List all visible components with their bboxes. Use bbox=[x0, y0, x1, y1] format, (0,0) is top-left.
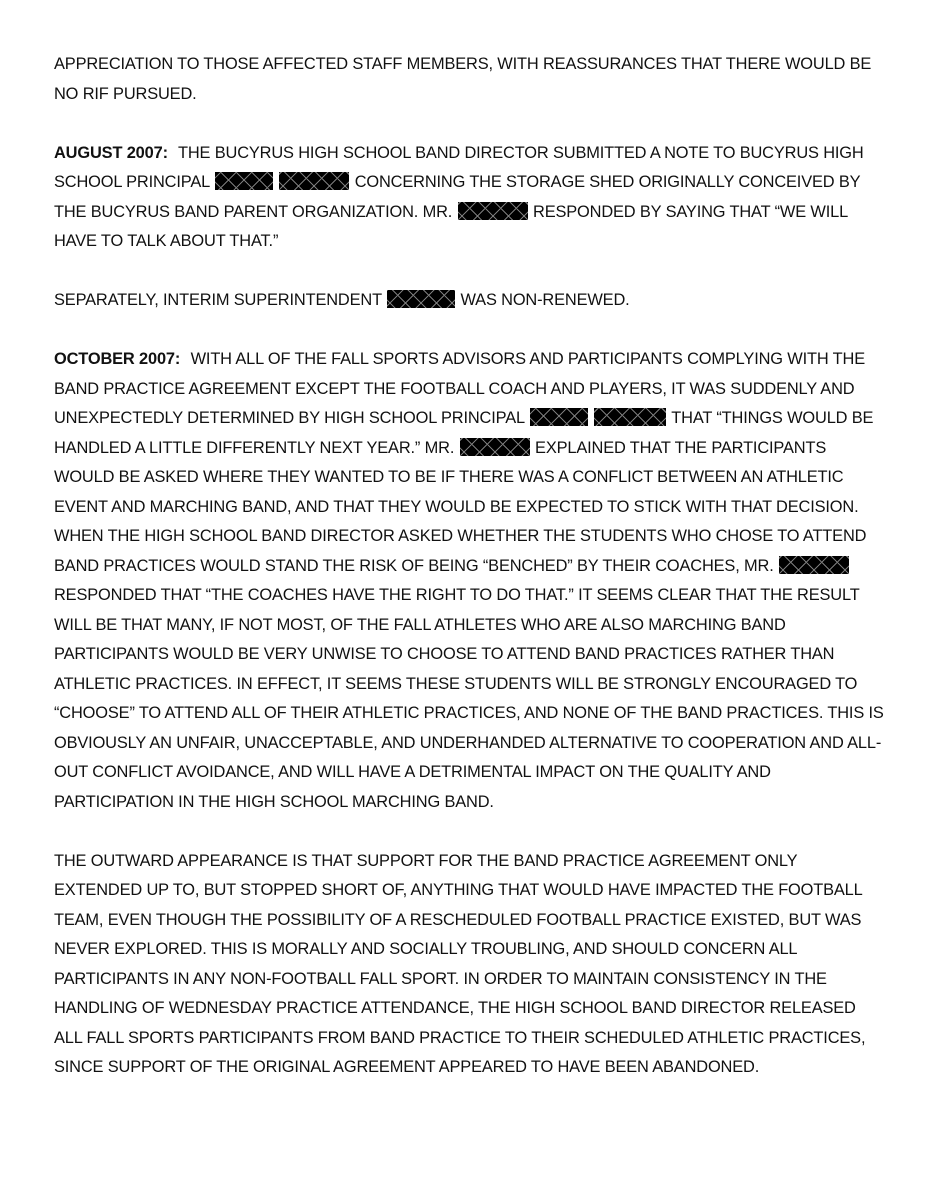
paragraph-text: SEPARATELY, INTERIM SUPERINTENDENT bbox=[54, 291, 382, 309]
redacted-name bbox=[594, 408, 666, 426]
paragraph-text: THE OUTWARD APPEARANCE IS THAT SUPPORT FOR THE BAND PRACTICE AGREEMENT ONLY EXTENDED UP TO, BUT STOPPED SHORT OF, ANYTHING THAT WOULD HAVE IMPACTED THE FOOTBALL TEAM, EVEN THOUGH THE POSSIBILITY OF A RESCHEDULED FOOTBALL PRACTICE EXISTED, BUT WAS NEVER EXPLORED. THIS IS MORALLY AND SOCIALLY TROUBLING, AND SHOULD CONCERN ALL PARTICIPANTS IN ANY NON-FOOTBALL FALL SPORT. IN ORDER TO MAINTAIN CONSISTENCY IN THE HANDLING OF WEDNESDAY PRACTICE ATTENDANCE, THE HIGH SCHOOL BAND DIRECTOR RELEASED ALL FALL SPORTS PARTICIPANTS FROM BAND PRACTICE TO THEIR SCHEDULED ATHLETIC PRACTICES, SINCE SUPPORT OF THE ORIGINAL AGREEMENT APPEARED TO HAVE BEEN ABANDONED. bbox=[54, 851, 866, 1076]
paragraph-non-renewal bbox=[54, 286, 884, 316]
paragraph-continuation bbox=[54, 50, 884, 109]
date-label: AUGUST 2007: bbox=[54, 143, 168, 162]
paragraph-text: THE BUCYRUS HIGH SCHOOL BAND DIRECTOR SUBMITTED A NOTE TO BUCYRUS HIGH SCHOOL PRINCIPAL bbox=[54, 143, 864, 191]
paragraph-text: THAT “THINGS WOULD BE HANDLED A LITTLE DIFFERENTLY NEXT YEAR.” MR. bbox=[54, 409, 874, 457]
redacted-name bbox=[279, 172, 349, 190]
redacted-name bbox=[530, 408, 588, 426]
paragraph-text: RESPONDED THAT “THE COACHES HAVE THE RIGHT TO DO THAT.” IT SEEMS CLEAR THAT THE RESULT WILL BE THAT MANY, IF NOT MOST, OF THE FALL ATHLETES WHO ARE ALSO MARCHING BAND PARTICIPANTS WOULD BE VERY UNWISE TO CHOOSE TO ATTEND BAND PRACTICES RATHER THAN ATHLETIC PRACTICES. IN EFFECT, IT SEEMS THESE STUDENTS WILL BE STRONGLY ENCOURAGED TO “CHOOSE” TO ATTEND ALL OF THEIR ATHLETIC PRACTICES, AND NONE OF THE BAND PRACTICES. THIS IS OBVIOUSLY AN UNFAIR, UNACCEPTABLE, AND UNDERHANDED ALTERNATIVE TO COOPERATION AND ALL-OUT CONFLICT AVOIDANCE, AND WILL HAVE A DETRIMENTAL IMPACT ON THE QUALITY AND PARTICIPATION IN THE HIGH SCHOOL MARCHING BAND. bbox=[54, 586, 884, 811]
redacted-name bbox=[215, 172, 273, 190]
redacted-name bbox=[458, 202, 528, 220]
paragraph-outward-appearance bbox=[54, 847, 884, 1083]
document-page bbox=[54, 50, 884, 1083]
paragraph-october-2007 bbox=[54, 345, 884, 817]
redacted-name bbox=[387, 290, 455, 308]
paragraph-text: WITH ALL OF THE FALL SPORTS ADVISORS AND PARTICIPANTS COMPLYING WITH THE BAND PRACTICE AGREEMENT EXCEPT THE FOOTBALL COACH AND PLAYERS, IT WAS SUDDENLY AND UNEXPECTEDLY DETERMINED BY HIGH SCHOOL PRINCIPAL bbox=[54, 350, 865, 427]
paragraph-text: APPRECIATION TO THOSE AFFECTED STAFF MEMBERS, WITH REASSURANCES THAT THERE WOULD BE NO RIF PURSUED. bbox=[54, 55, 872, 103]
paragraph-august-2007 bbox=[54, 139, 884, 257]
paragraph-text: RESPONDED BY SAYING THAT “WE WILL HAVE TO TALK ABOUT THAT.” bbox=[54, 202, 848, 250]
redacted-name bbox=[779, 556, 849, 574]
paragraph-text: EXPLAINED THAT THE PARTICIPANTS WOULD BE ASKED WHERE THEY WANTED TO BE IF THERE WAS A CONFLICT BETWEEN AN ATHLETIC EVENT AND MARCHING BAND, AND THAT THEY WOULD BE EXPECTED TO STICK WITH THAT DECISION. WHEN THE HIGH SCHOOL BAND DIRECTOR ASKED WHETHER THE STUDENTS WHO CHOSE TO ATTEND BAND PRACTICES WOULD STAND THE RISK OF BEING “BENCHED” BY THEIR COACHES, MR. bbox=[54, 438, 867, 575]
redacted-name bbox=[460, 438, 530, 456]
date-label: OCTOBER 2007: bbox=[54, 350, 181, 368]
paragraph-text: WAS NON-RENEWED. bbox=[460, 291, 630, 309]
paragraph-text: CONCERNING THE STORAGE SHED ORIGINALLY CONCEIVED BY THE BUCYRUS BAND PARENT ORGANIZATION. MR. bbox=[54, 173, 861, 221]
